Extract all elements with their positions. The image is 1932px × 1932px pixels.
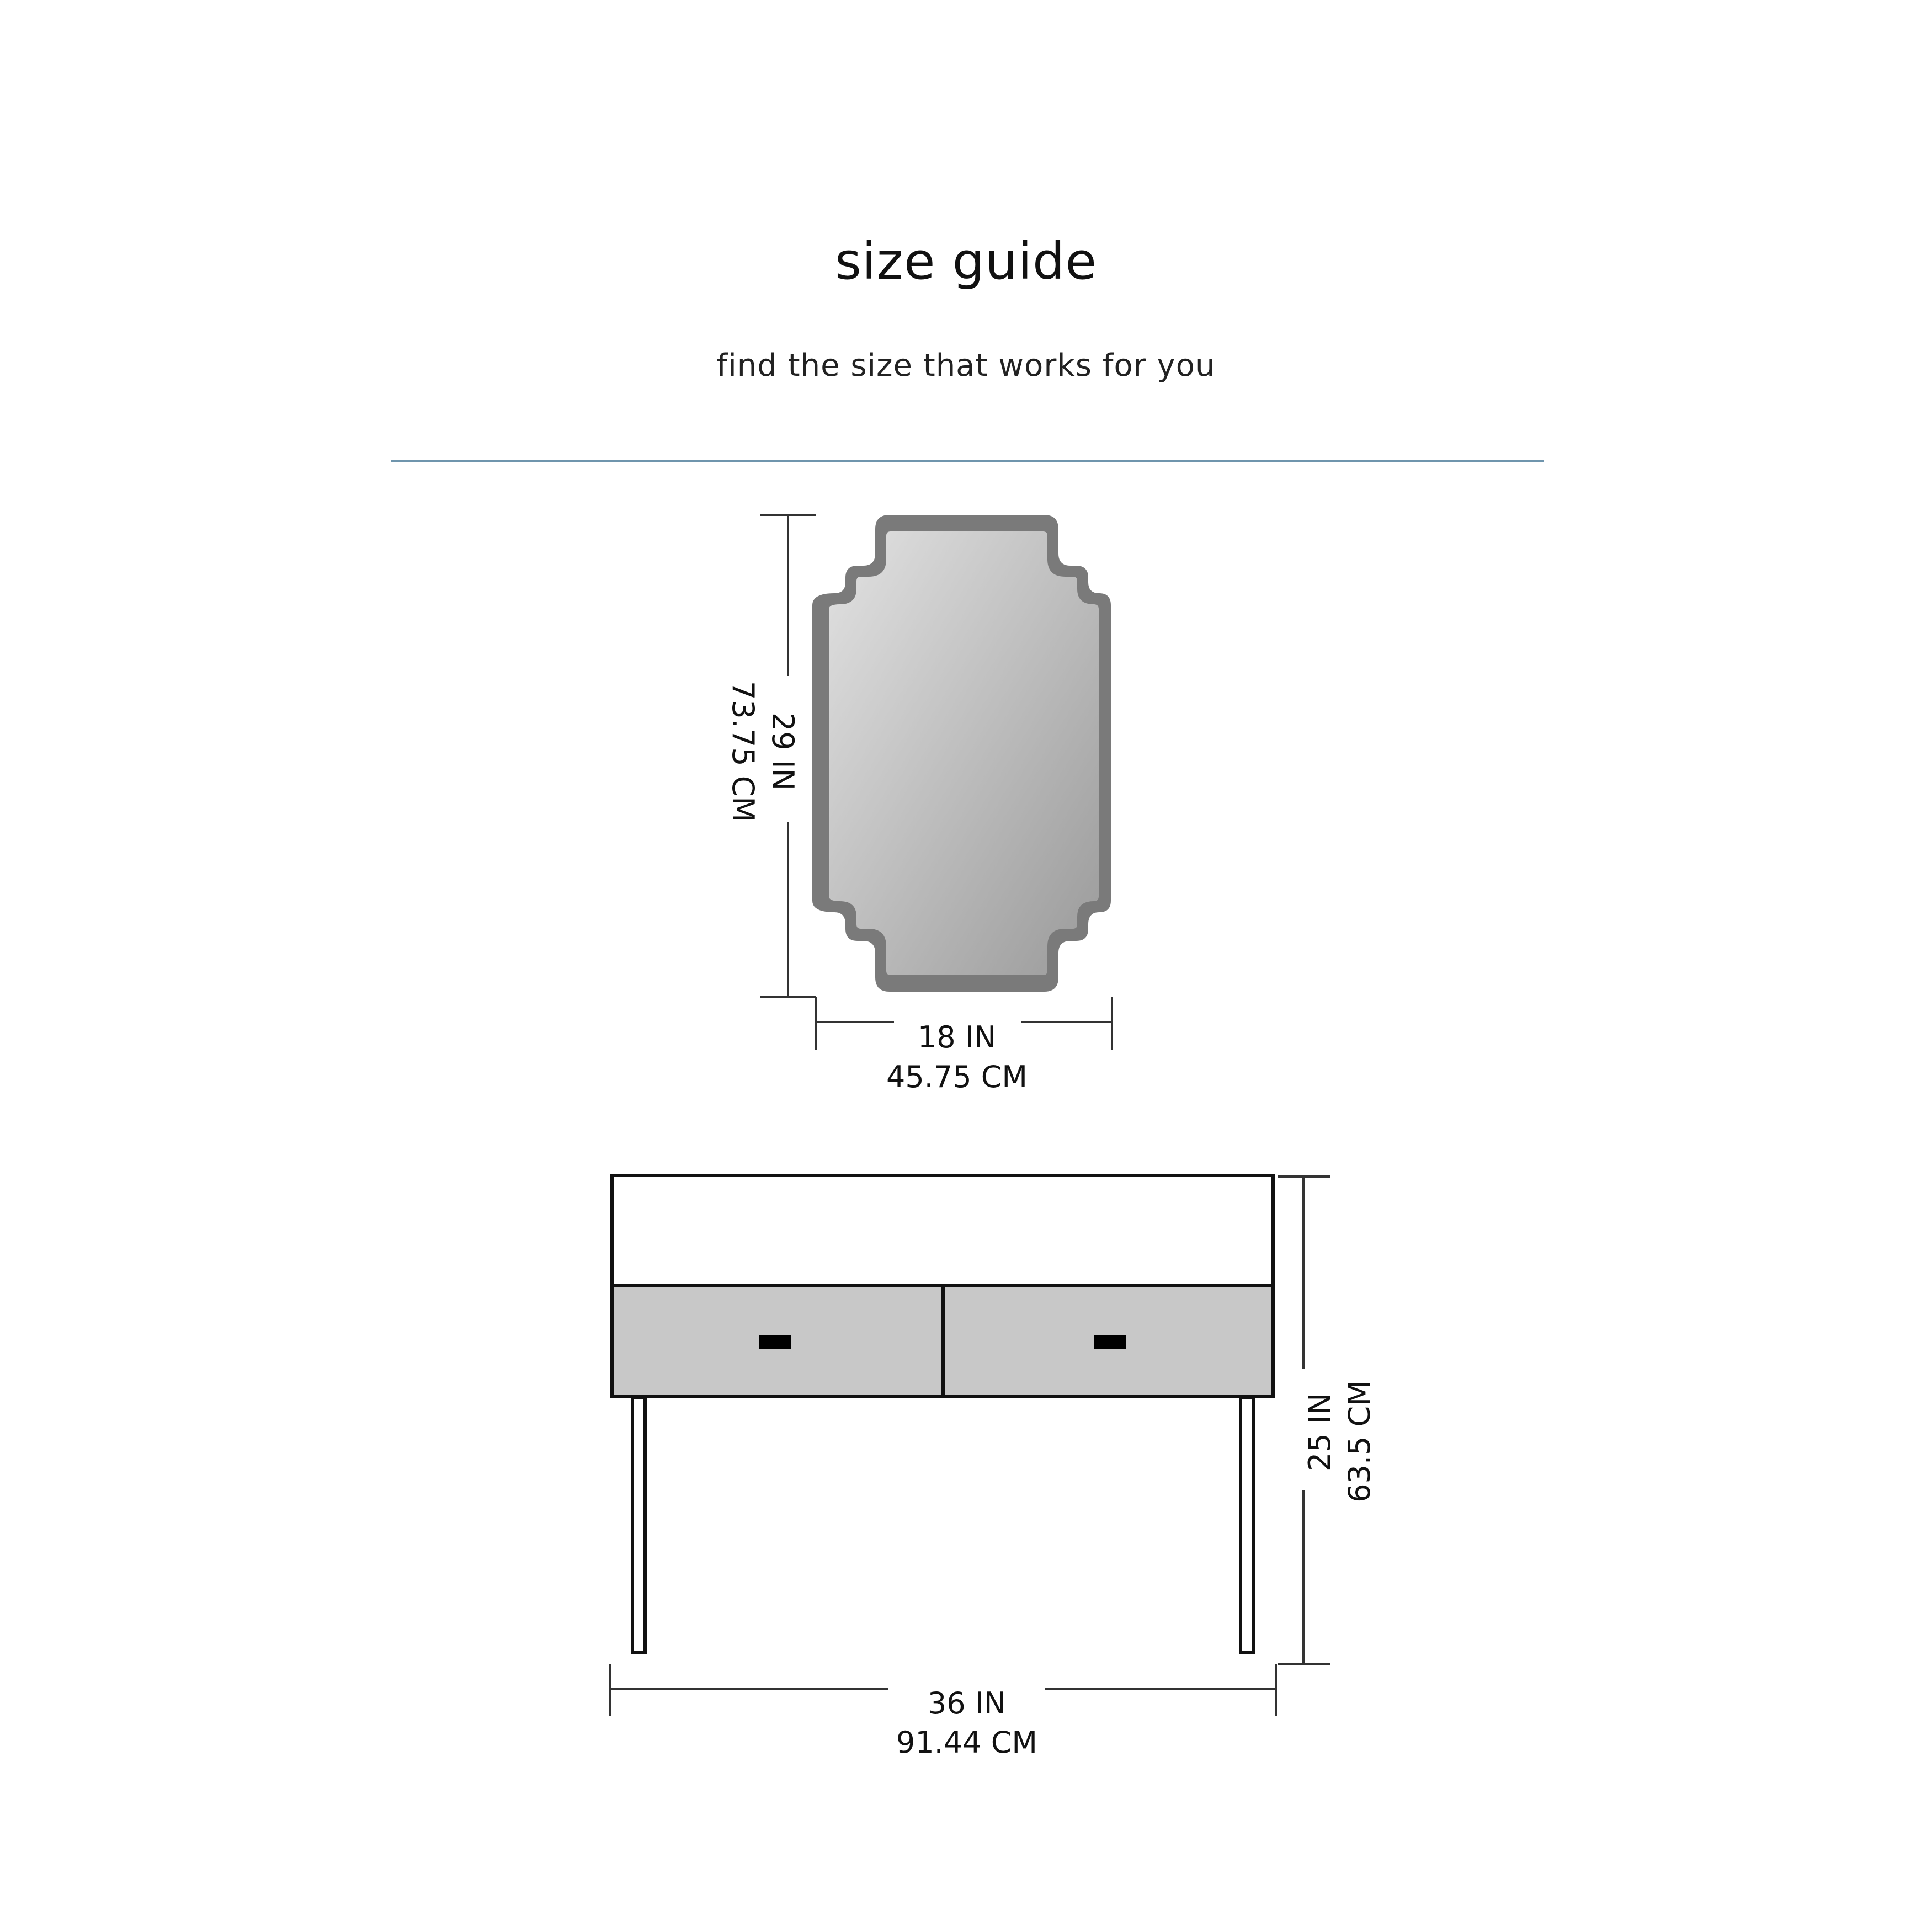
mirror-width-dimension	[816, 997, 1112, 1094]
page-title: size guide	[835, 232, 1097, 291]
console-leg-right	[1241, 1397, 1253, 1652]
drawer-left-handle	[759, 1335, 791, 1349]
console-illustration	[612, 1175, 1273, 1652]
mirror-glass	[829, 531, 1099, 975]
console-width-in-label: 36 IN	[927, 1686, 1007, 1721]
console-height-in-label: 25 IN	[1302, 1392, 1337, 1472]
console-leg-left	[632, 1397, 645, 1652]
mirror-height-in-label: 29 IN	[765, 712, 800, 791]
console-height-cm-label: 63.5 CM	[1342, 1380, 1377, 1503]
mirror-height-cm-label: 73.75 CM	[726, 680, 760, 823]
mirror-illustration	[812, 515, 1111, 992]
console-width-cm-label: 91.44 CM	[896, 1725, 1038, 1760]
mirror-width-in-label: 18 IN	[917, 1020, 997, 1055]
page-subtitle: find the size that works for you	[716, 348, 1216, 384]
drawer-right-handle	[1094, 1335, 1126, 1349]
console-width-dimension	[610, 1664, 1276, 1760]
console-height-dimension	[1278, 1177, 1377, 1664]
mirror-width-cm-label: 45.75 CM	[886, 1060, 1028, 1094]
mirror-height-dimension	[726, 515, 816, 997]
console-top-panel	[612, 1175, 1273, 1286]
